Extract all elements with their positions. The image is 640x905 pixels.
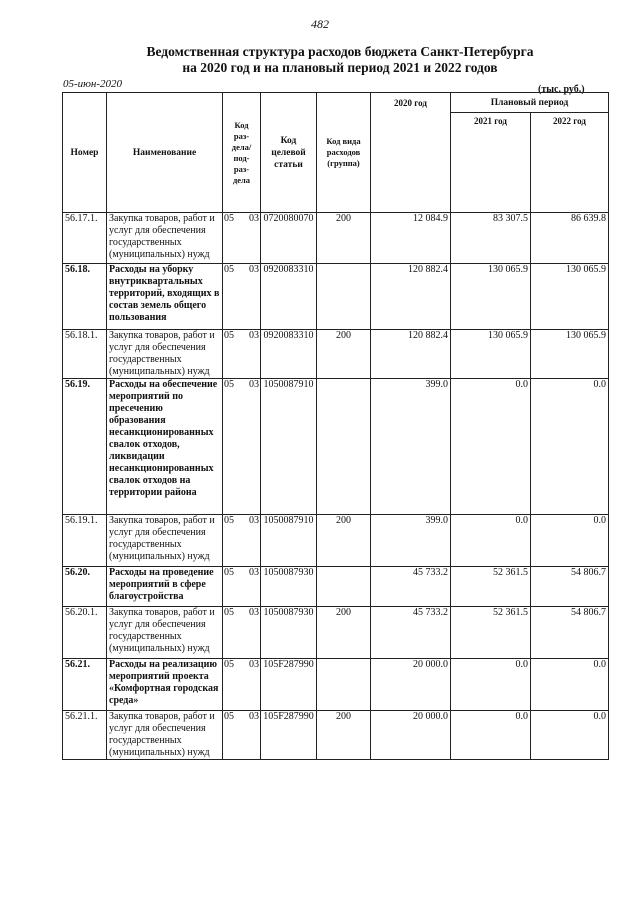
row-value-2020: 120 882.4 (371, 264, 451, 330)
table-row (63, 213, 609, 264)
row-name: Расходы на проведение мероприятий в сфере благоустройства (107, 567, 223, 607)
row-number: 56.18. (63, 264, 107, 330)
row-value-2022: 0.0 (531, 515, 609, 567)
row-razdel-section: 05 (224, 711, 234, 722)
row-value-2020: 20 000.0 (371, 711, 451, 760)
row-razdel-section: 05 (224, 213, 234, 224)
document-title (60, 44, 620, 76)
row-name: Закупка товаров, работ и услуг для обеспечения государственных (муниципальных) нужд (107, 711, 223, 760)
row-value-2020: 120 882.4 (371, 330, 451, 379)
row-number: 56.19. (63, 379, 107, 515)
row-value-2020: 399.0 (371, 379, 451, 515)
row-razdel-section: 05 (224, 659, 234, 670)
row-name: Закупка товаров, работ и услуг для обеспечения государственных (муниципальных) нужд (107, 330, 223, 379)
row-value-2020: 399.0 (371, 515, 451, 567)
row-value-2021: 52 361.5 (451, 567, 531, 607)
row-value-2021: 130 065.9 (451, 264, 531, 330)
row-target: 105F287990 (261, 659, 317, 711)
header-2020: 2020 год (371, 93, 451, 213)
row-value-2022: 0.0 (531, 711, 609, 760)
header-2021: 2021 год (451, 113, 531, 213)
row-razdel (223, 264, 261, 330)
row-target: 0920083310 (261, 330, 317, 379)
row-razdel (223, 659, 261, 711)
row-vid: 200 (317, 607, 371, 659)
row-vid: 200 (317, 330, 371, 379)
row-razdel-subsection: 03 (249, 515, 259, 526)
row-value-2022: 0.0 (531, 379, 609, 515)
row-razdel (223, 607, 261, 659)
row-name: Закупка товаров, работ и услуг для обеспечения государственных (муниципальных) нужд (107, 515, 223, 567)
row-vid: 200 (317, 711, 371, 760)
row-value-2022: 130 065.9 (531, 264, 609, 330)
table-header (63, 93, 609, 213)
row-razdel-subsection: 03 (249, 330, 259, 341)
table-row (63, 711, 609, 760)
row-name: Расходы на реализацию мероприятий проекта «Комфортная городская среда» (107, 659, 223, 711)
row-value-2021: 0.0 (451, 515, 531, 567)
table-body (63, 213, 609, 760)
row-name: Расходы на уборку внутриквартальных территорий, входящих в состав земель общего пользования (107, 264, 223, 330)
row-razdel-section: 05 (224, 607, 234, 618)
row-razdel (223, 567, 261, 607)
row-razdel (223, 515, 261, 567)
table-row (63, 330, 609, 379)
row-razdel-subsection: 03 (249, 213, 259, 224)
row-name: Расходы на обеспечение мероприятий по пресечению образования несанкционированных свалок отходов, ликвидации несанкционированных свалок отходов на территории района (107, 379, 223, 515)
row-number: 56.20. (63, 567, 107, 607)
row-target: 1050087930 (261, 567, 317, 607)
row-number: 56.17.1. (63, 213, 107, 264)
header-vid: Код вида расходов (группа) (317, 93, 371, 213)
row-razdel-section: 05 (224, 330, 234, 341)
row-value-2020: 45 733.2 (371, 567, 451, 607)
row-value-2021: 0.0 (451, 659, 531, 711)
row-value-2022: 0.0 (531, 659, 609, 711)
row-number: 56.19.1. (63, 515, 107, 567)
table-row (63, 607, 609, 659)
row-number: 56.21.1. (63, 711, 107, 760)
header-planned: Плановый период (451, 93, 609, 113)
row-razdel-section: 05 (224, 515, 234, 526)
row-number: 56.20.1. (63, 607, 107, 659)
row-value-2021: 0.0 (451, 711, 531, 760)
row-value-2022: 86 639.8 (531, 213, 609, 264)
row-value-2022: 130 065.9 (531, 330, 609, 379)
row-razdel (223, 711, 261, 760)
row-vid (317, 567, 371, 607)
row-vid (317, 264, 371, 330)
row-razdel-subsection: 03 (249, 711, 259, 722)
row-value-2020: 45 733.2 (371, 607, 451, 659)
header-2022: 2022 год (531, 113, 609, 213)
row-target: 0720080070 (261, 213, 317, 264)
row-razdel-section: 05 (224, 567, 234, 578)
title-line-2: на 2020 год и на плановый период 2021 и 2022 годов (182, 60, 498, 75)
row-vid (317, 659, 371, 711)
row-name: Закупка товаров, работ и услуг для обеспечения государственных (муниципальных) нужд (107, 213, 223, 264)
row-number: 56.21. (63, 659, 107, 711)
row-value-2021: 130 065.9 (451, 330, 531, 379)
page-number: 482 (311, 17, 329, 31)
header-razdel: Код раз- дела/ под- раз- дела (223, 93, 261, 213)
row-vid: 200 (317, 213, 371, 264)
row-razdel (223, 379, 261, 515)
table-row (63, 515, 609, 567)
row-razdel-section: 05 (224, 379, 234, 390)
row-razdel-subsection: 03 (249, 659, 259, 670)
table-row (63, 567, 609, 607)
row-value-2020: 12 084.9 (371, 213, 451, 264)
row-value-2021: 83 307.5 (451, 213, 531, 264)
row-value-2020: 20 000.0 (371, 659, 451, 711)
row-value-2021: 0.0 (451, 379, 531, 515)
header-target: Код целевой статьи (261, 93, 317, 213)
table-row (63, 379, 609, 515)
table-row (63, 659, 609, 711)
row-target: 1050087930 (261, 607, 317, 659)
row-target: 1050087910 (261, 379, 317, 515)
row-target: 0920083310 (261, 264, 317, 330)
row-razdel-subsection: 03 (249, 607, 259, 618)
row-number: 56.18.1. (63, 330, 107, 379)
row-value-2021: 52 361.5 (451, 607, 531, 659)
row-target: 1050087910 (261, 515, 317, 567)
document-date: 05-июн-2020 (63, 78, 123, 90)
header-name: Наименование (107, 93, 223, 213)
units-label: (тыс. руб.) (538, 84, 585, 95)
row-name: Закупка товаров, работ и услуг для обеспечения государственных (муниципальных) нужд (107, 607, 223, 659)
row-value-2022: 54 806.7 (531, 607, 609, 659)
row-razdel (223, 330, 261, 379)
title-line-1: Ведомственная структура расходов бюджета Санкт-Петербурга (146, 44, 534, 59)
row-razdel-subsection: 03 (249, 379, 259, 390)
table-row (63, 264, 609, 330)
row-value-2022: 54 806.7 (531, 567, 609, 607)
row-razdel-subsection: 03 (249, 567, 259, 578)
row-target: 105F287990 (261, 711, 317, 760)
budget-table (62, 92, 609, 760)
header-number: Номер (63, 93, 107, 213)
row-vid (317, 379, 371, 515)
row-vid: 200 (317, 515, 371, 567)
row-razdel (223, 213, 261, 264)
row-razdel-section: 05 (224, 264, 234, 275)
row-razdel-subsection: 03 (249, 264, 259, 275)
